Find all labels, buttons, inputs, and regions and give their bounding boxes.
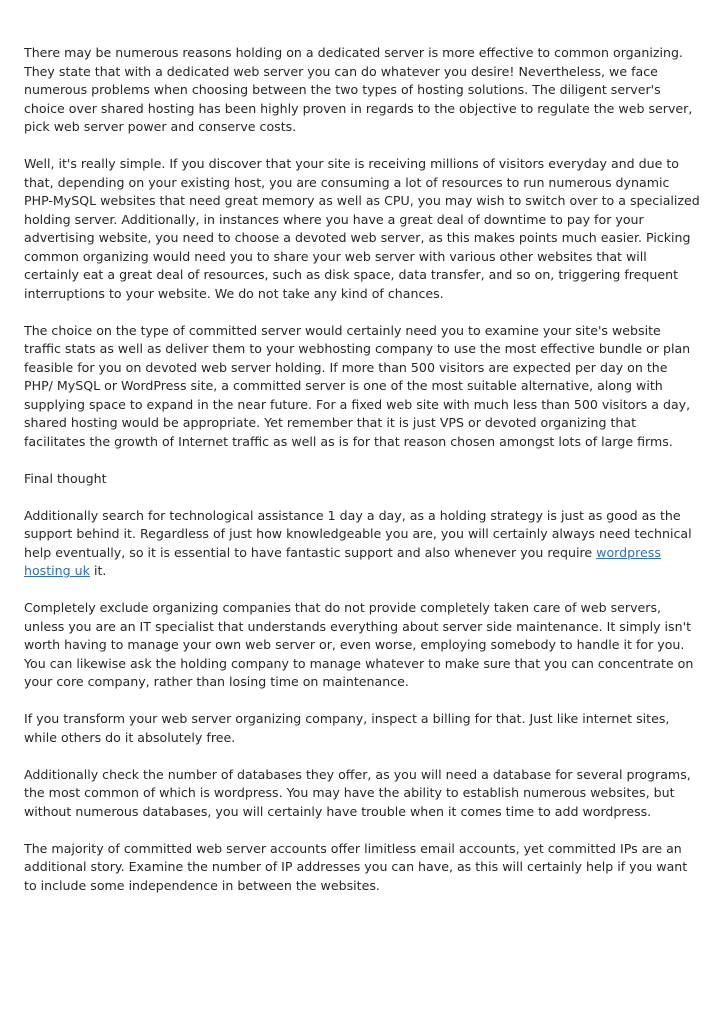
support-text-after: it.: [89, 563, 107, 578]
paragraph-technical-support: [24, 507, 700, 581]
paragraph-managed-servers: Completely exclude organizing companies that do not provide completely taken care of web servers, unless you are an IT specialist that understands everything about server side maintenance. It simply isn't worth having to manage your own web server or, even worse, employing somebody to handle it for you. You can likewise ask the holding company to manage whatever to make sure that you can concentrate on your core company, rather than losing time on maintenance.: [24, 600, 694, 689]
section-heading-final-thought: Final thought: [24, 470, 107, 486]
article-body: [24, 44, 700, 914]
paragraph-databases: Additionally check the number of databases they offer, as you will need a database for several programs, the most common of which is wordpress. You may have the ability to establish numerous websites, but without numerous databases, you will certainly have trouble when it comes time to add wordpress.: [24, 766, 691, 819]
wordpress-hosting-link[interactable]: wordpress hosting uk: [24, 544, 661, 578]
support-text-before: Additionally search for technological assistance 1 day a day, as a holding strategy is just as good as the support behind it. Regardless of just how knowledgeable you are, you will certainly always need technical help eventually, so it is essential to have fantastic support and also whenever you require: [24, 507, 692, 560]
paragraph-committed-server-choice: The choice on the type of committed server would certainly need you to examine your site's website traffic stats as well as deliver them to your webhosting company to use the most effective bundle or plan feasible for you on devoted web server holding. If more than 500 visitors are expected per day on the PHP/ MySQL or WordPress site, a committed server is one of the most suitable alternative, along with supplying space to expand in the near future. For a fixed web site with much less than 500 visitors a day, shared hosting would be appropriate. Yet remember that it is just VPS or devoted organizing that facilitates the growth of Internet traffic as well as is for that reason chosen amongst lots of large firms.: [24, 322, 691, 449]
paragraph-dedicated-server-reasons: There may be numerous reasons holding on a dedicated server is more effective to common organizing. They state that with a dedicated web server you can do whatever you desire! Nevertheless, we face numerous problems when choosing between the two types of hosting solutions. The diligent server's choice over shared hosting has been highly proven in regards to the objective to regulate the web server, pick web server power and conserve costs.: [24, 45, 693, 134]
paragraph-simple-explanation: Well, it's really simple. If you discover that your site is receiving millions of visitors everyday and due to that, depending on your existing host, you are consuming a lot of resources to run numerous dynamic PHP-MySQL websites that need great memory as well as CPU, you may wish to switch over to a specialized holding server. Additionally, in instances where you have a great deal of downtime to pay for your advertising website, you need to choose a devoted web server, as this makes points much easier. Picking common organizing would need you to share your web server with various other websites that will certainly eat a great deal of resources, such as disk space, data transfer, and so on, triggering frequent interruptions to your website. We do not take any kind of chances.: [24, 156, 700, 301]
paragraph-email-ips: The majority of committed web server accounts offer limitless email accounts, yet committed IPs are an additional story. Examine the number of IP addresses you can have, as this will certainly help if you want to include some independence in between the websites.: [24, 840, 688, 893]
paragraph-billing: If you transform your web server organizing company, inspect a billing for that. Just like internet sites, while others do it absolutely free.: [24, 711, 670, 745]
